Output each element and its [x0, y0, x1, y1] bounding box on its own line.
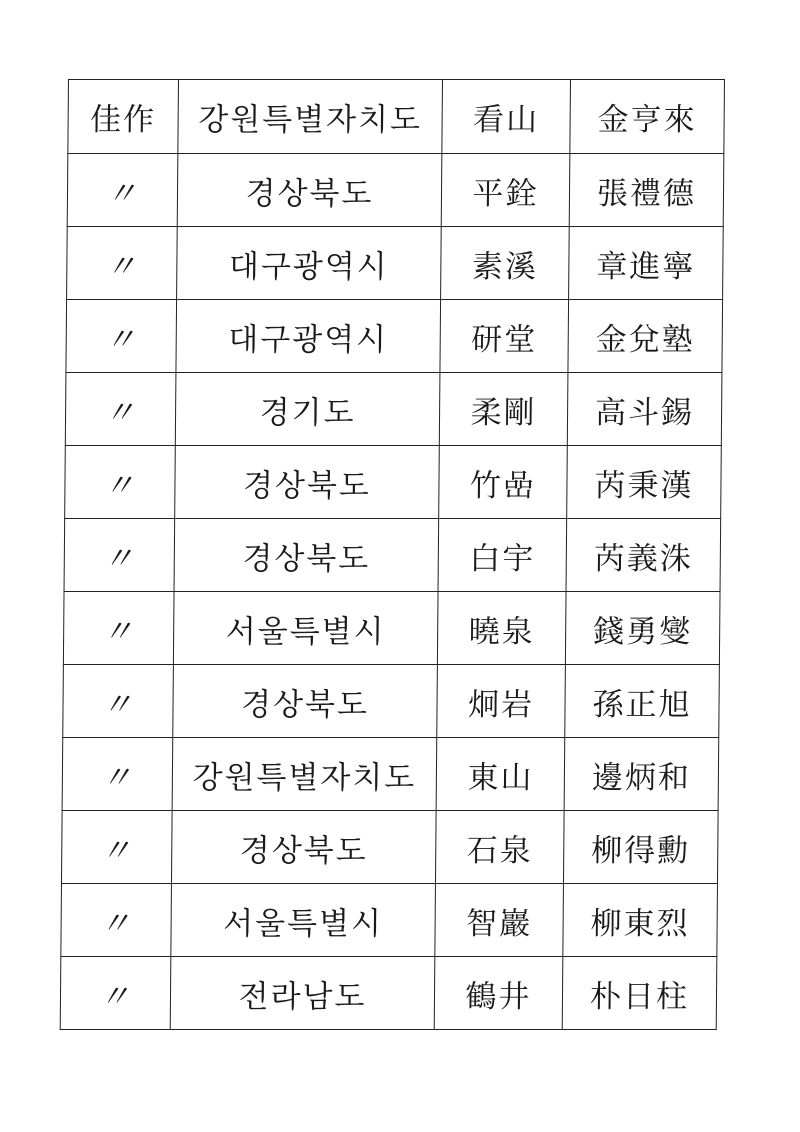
table-row [63, 665, 720, 738]
award-cell: 佳作 [68, 80, 179, 154]
name-cell: 金兌塾 [568, 300, 723, 373]
award-cell: 〃 [64, 519, 175, 592]
name-cell: 柳得勳 [563, 811, 718, 884]
region-cell: 강원특별자치도 [172, 738, 437, 811]
table-row [61, 811, 718, 884]
award-cell: 〃 [63, 665, 174, 738]
name-cell: 章進寧 [569, 227, 724, 300]
pen-name-cell: 石泉 [435, 811, 564, 884]
pen-name-cell: 竹嵒 [439, 446, 568, 519]
pen-name-cell: 看山 [442, 80, 571, 154]
award-cell: 〃 [60, 957, 171, 1030]
name-cell: 高斗錫 [567, 373, 722, 446]
table-row [60, 957, 717, 1030]
pen-name-cell: 柔剛 [439, 373, 568, 446]
table-row [65, 446, 722, 519]
award-cell: 〃 [65, 446, 176, 519]
pen-name-cell: 研堂 [440, 300, 569, 373]
region-cell: 경상북도 [175, 446, 440, 519]
table-row [65, 373, 722, 446]
region-cell: 강원특별자치도 [178, 80, 443, 154]
region-cell: 경상북도 [171, 811, 436, 884]
pen-name-cell: 東山 [436, 738, 565, 811]
table-row [68, 80, 725, 154]
region-cell: 경상북도 [173, 665, 438, 738]
award-cell: 〃 [61, 811, 172, 884]
pen-name-cell: 鶴井 [434, 957, 563, 1030]
name-cell: 柳東烈 [563, 884, 718, 957]
award-cell: 〃 [67, 154, 178, 227]
region-cell: 서울특별시 [173, 592, 438, 665]
name-cell: 朴日柱 [562, 957, 717, 1030]
pen-name-cell: 炯岩 [437, 665, 566, 738]
name-cell: 芮秉漢 [567, 446, 722, 519]
pen-name-cell: 智巖 [435, 884, 564, 957]
region-cell: 서울특별시 [171, 884, 436, 957]
region-cell: 대구광역시 [177, 227, 442, 300]
award-cell: 〃 [67, 227, 178, 300]
pen-name-cell: 曉泉 [437, 592, 566, 665]
pen-name-cell: 平銓 [441, 154, 570, 227]
table-row [62, 738, 719, 811]
region-cell: 대구광역시 [176, 300, 441, 373]
award-cell: 〃 [65, 373, 176, 446]
name-cell: 張禮德 [569, 154, 724, 227]
award-cell: 〃 [63, 592, 174, 665]
name-cell: 金亨來 [570, 80, 725, 154]
region-cell: 전라남도 [170, 957, 435, 1030]
name-cell: 孫正旭 [565, 665, 720, 738]
name-cell: 錢勇燮 [565, 592, 720, 665]
award-winners-table [60, 79, 725, 1030]
region-cell: 경기도 [175, 373, 440, 446]
table-row [61, 884, 718, 957]
table-row [64, 519, 721, 592]
table-row [63, 592, 720, 665]
table-row [67, 154, 724, 227]
region-cell: 경상북도 [174, 519, 439, 592]
table-row [67, 227, 724, 300]
award-cell: 〃 [62, 738, 173, 811]
name-cell: 芮義洙 [566, 519, 721, 592]
award-cell: 〃 [61, 884, 172, 957]
name-cell: 邊炳和 [564, 738, 719, 811]
pen-name-cell: 素溪 [441, 227, 570, 300]
award-cell: 〃 [66, 300, 177, 373]
region-cell: 경상북도 [177, 154, 442, 227]
table-row [66, 300, 723, 373]
pen-name-cell: 白宇 [438, 519, 567, 592]
